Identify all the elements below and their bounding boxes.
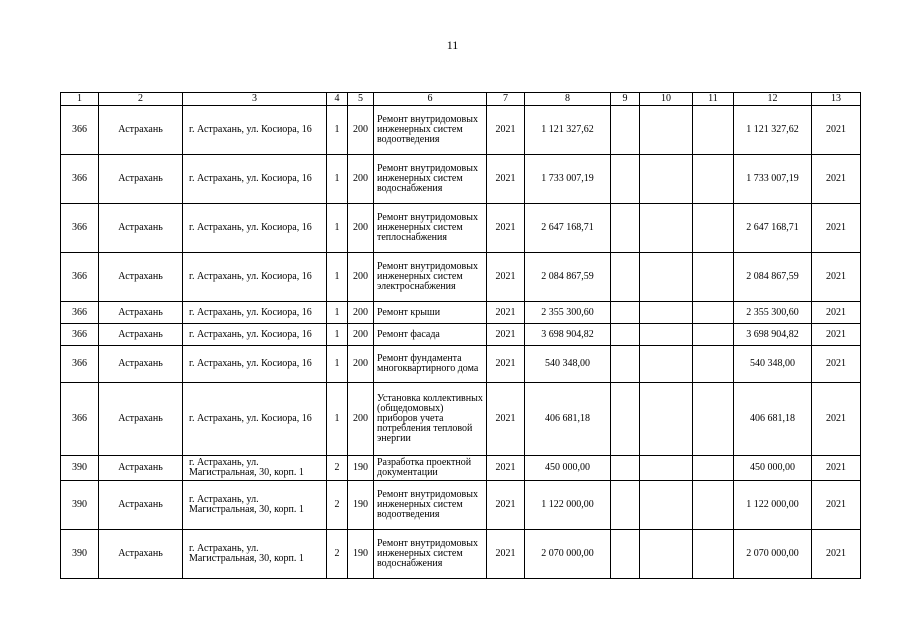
total-cost-cell: 540 348,00 [734, 346, 812, 383]
address-cell: г. Астрахань, ул. Косиора, 16 [183, 324, 327, 346]
col11-cell [693, 106, 734, 155]
works-table [60, 92, 861, 579]
total-cost-cell: 406 681,18 [734, 383, 812, 456]
completion-year-cell: 2021 [812, 155, 861, 204]
col9-cell [611, 530, 640, 579]
address-cell: г. Астрахань, ул. Косиора, 16 [183, 106, 327, 155]
col5-cell: 200 [348, 383, 374, 456]
year-cell: 2021 [487, 324, 525, 346]
column-header: 13 [812, 93, 861, 106]
total-cost-cell: 450 000,00 [734, 456, 812, 481]
col11-cell [693, 324, 734, 346]
col10-cell [640, 324, 693, 346]
col9-cell [611, 302, 640, 324]
col11-cell [693, 530, 734, 579]
row-number-cell: 366 [61, 324, 99, 346]
row-number-cell: 390 [61, 530, 99, 579]
cost-cell: 1 122 000,00 [525, 481, 611, 530]
col9-cell [611, 253, 640, 302]
col4-cell: 1 [327, 383, 348, 456]
completion-year-cell: 2021 [812, 106, 861, 155]
col9-cell [611, 204, 640, 253]
table-row [61, 530, 861, 579]
cost-cell: 2 647 168,71 [525, 204, 611, 253]
col5-cell: 200 [348, 346, 374, 383]
column-header: 6 [374, 93, 487, 106]
work-type-cell: Ремонт внутридомовых инженерных систем водоотведения [374, 481, 487, 530]
total-cost-cell: 3 698 904,82 [734, 324, 812, 346]
col4-cell: 1 [327, 106, 348, 155]
completion-year-cell: 2021 [812, 456, 861, 481]
total-cost-cell: 2 070 000,00 [734, 530, 812, 579]
col9-cell [611, 481, 640, 530]
page-number: 11 [446, 38, 459, 52]
address-cell: г. Астрахань, ул. Магистральная, 30, корп. 1 [183, 481, 327, 530]
column-header: 8 [525, 93, 611, 106]
table-row [61, 456, 861, 481]
year-cell: 2021 [487, 530, 525, 579]
municipality-cell: Астрахань [99, 204, 183, 253]
column-header: 5 [348, 93, 374, 106]
address-cell: г. Астрахань, ул. Магистральная, 30, корп. 1 [183, 456, 327, 481]
col10-cell [640, 346, 693, 383]
table-row [61, 204, 861, 253]
col10-cell [640, 383, 693, 456]
col11-cell [693, 383, 734, 456]
municipality-cell: Астрахань [99, 383, 183, 456]
row-number-cell: 390 [61, 481, 99, 530]
cost-cell: 1 121 327,62 [525, 106, 611, 155]
table-row [61, 155, 861, 204]
col5-cell: 200 [348, 204, 374, 253]
work-type-cell: Ремонт внутридомовых инженерных систем электроснабжения [374, 253, 487, 302]
row-number-cell: 366 [61, 346, 99, 383]
col5-cell: 200 [348, 155, 374, 204]
total-cost-cell: 2 647 168,71 [734, 204, 812, 253]
table-row [61, 302, 861, 324]
col9-cell [611, 155, 640, 204]
row-number-cell: 366 [61, 155, 99, 204]
col11-cell [693, 155, 734, 204]
row-number-cell: 366 [61, 106, 99, 155]
col4-cell: 1 [327, 324, 348, 346]
municipality-cell: Астрахань [99, 155, 183, 204]
cost-cell: 2 084 867,59 [525, 253, 611, 302]
year-cell: 2021 [487, 456, 525, 481]
row-number-cell: 366 [61, 302, 99, 324]
col11-cell [693, 346, 734, 383]
cost-cell: 450 000,00 [525, 456, 611, 481]
year-cell: 2021 [487, 155, 525, 204]
table-row [61, 253, 861, 302]
work-type-cell: Ремонт крыши [374, 302, 487, 324]
col5-cell: 190 [348, 530, 374, 579]
column-header: 3 [183, 93, 327, 106]
col9-cell [611, 106, 640, 155]
col9-cell [611, 383, 640, 456]
total-cost-cell: 1 121 327,62 [734, 106, 812, 155]
col4-cell: 2 [327, 456, 348, 481]
municipality-cell: Астрахань [99, 346, 183, 383]
col4-cell: 1 [327, 155, 348, 204]
col5-cell: 200 [348, 106, 374, 155]
address-cell: г. Астрахань, ул. Косиора, 16 [183, 253, 327, 302]
completion-year-cell: 2021 [812, 302, 861, 324]
column-header: 10 [640, 93, 693, 106]
year-cell: 2021 [487, 106, 525, 155]
work-type-cell: Разработка проектной документации [374, 456, 487, 481]
address-cell: г. Астрахань, ул. Косиора, 16 [183, 302, 327, 324]
municipality-cell: Астрахань [99, 324, 183, 346]
col10-cell [640, 155, 693, 204]
col11-cell [693, 481, 734, 530]
col10-cell [640, 481, 693, 530]
work-type-cell: Ремонт фасада [374, 324, 487, 346]
cost-cell: 2 355 300,60 [525, 302, 611, 324]
completion-year-cell: 2021 [812, 204, 861, 253]
column-header: 4 [327, 93, 348, 106]
cost-cell: 2 070 000,00 [525, 530, 611, 579]
total-cost-cell: 2 084 867,59 [734, 253, 812, 302]
col9-cell [611, 346, 640, 383]
row-number-cell: 366 [61, 253, 99, 302]
municipality-cell: Астрахань [99, 456, 183, 481]
col4-cell: 1 [327, 302, 348, 324]
completion-year-cell: 2021 [812, 530, 861, 579]
year-cell: 2021 [487, 253, 525, 302]
year-cell: 2021 [487, 383, 525, 456]
completion-year-cell: 2021 [812, 324, 861, 346]
cost-cell: 406 681,18 [525, 383, 611, 456]
year-cell: 2021 [487, 204, 525, 253]
municipality-cell: Астрахань [99, 530, 183, 579]
municipality-cell: Астрахань [99, 106, 183, 155]
col11-cell [693, 302, 734, 324]
col9-cell [611, 456, 640, 481]
municipality-cell: Астрахань [99, 302, 183, 324]
address-cell: г. Астрахань, ул. Косиора, 16 [183, 155, 327, 204]
address-cell: г. Астрахань, ул. Косиора, 16 [183, 383, 327, 456]
col10-cell [640, 253, 693, 302]
col11-cell [693, 204, 734, 253]
work-type-cell: Ремонт внутридомовых инженерных систем водоснабжения [374, 155, 487, 204]
col5-cell: 200 [348, 324, 374, 346]
col9-cell [611, 324, 640, 346]
table-row [61, 346, 861, 383]
column-header: 2 [99, 93, 183, 106]
column-header: 9 [611, 93, 640, 106]
table-row [61, 324, 861, 346]
column-header: 7 [487, 93, 525, 106]
work-type-cell: Ремонт внутридомовых инженерных систем водоснабжения [374, 530, 487, 579]
col10-cell [640, 530, 693, 579]
table-row [61, 383, 861, 456]
work-type-cell: Ремонт внутридомовых инженерных систем водоотведения [374, 106, 487, 155]
column-header: 11 [693, 93, 734, 106]
table-row [61, 106, 861, 155]
cost-cell: 3 698 904,82 [525, 324, 611, 346]
address-cell: г. Астрахань, ул. Косиора, 16 [183, 204, 327, 253]
column-header: 1 [61, 93, 99, 106]
completion-year-cell: 2021 [812, 481, 861, 530]
work-type-cell: Ремонт фундамента многоквартирного дома [374, 346, 487, 383]
total-cost-cell: 1 733 007,19 [734, 155, 812, 204]
row-number-cell: 390 [61, 456, 99, 481]
col5-cell: 200 [348, 253, 374, 302]
year-cell: 2021 [487, 346, 525, 383]
cost-cell: 1 733 007,19 [525, 155, 611, 204]
completion-year-cell: 2021 [812, 253, 861, 302]
col4-cell: 2 [327, 481, 348, 530]
table-row [61, 481, 861, 530]
total-cost-cell: 2 355 300,60 [734, 302, 812, 324]
col4-cell: 1 [327, 253, 348, 302]
col10-cell [640, 204, 693, 253]
municipality-cell: Астрахань [99, 253, 183, 302]
address-cell: г. Астрахань, ул. Магистральная, 30, корп. 1 [183, 530, 327, 579]
municipality-cell: Астрахань [99, 481, 183, 530]
col5-cell: 200 [348, 302, 374, 324]
cost-cell: 540 348,00 [525, 346, 611, 383]
year-cell: 2021 [487, 302, 525, 324]
year-cell: 2021 [487, 481, 525, 530]
total-cost-cell: 1 122 000,00 [734, 481, 812, 530]
column-number-row [61, 93, 861, 106]
completion-year-cell: 2021 [812, 346, 861, 383]
col4-cell: 2 [327, 530, 348, 579]
col4-cell: 1 [327, 346, 348, 383]
col10-cell [640, 302, 693, 324]
address-cell: г. Астрахань, ул. Косиора, 16 [183, 346, 327, 383]
col10-cell [640, 106, 693, 155]
table-body [61, 106, 861, 579]
work-type-cell: Установка коллективных (общедомовых) приборов учета потребления тепловой энергии [374, 383, 487, 456]
col11-cell [693, 456, 734, 481]
col5-cell: 190 [348, 456, 374, 481]
row-number-cell: 366 [61, 383, 99, 456]
row-number-cell: 366 [61, 204, 99, 253]
completion-year-cell: 2021 [812, 383, 861, 456]
col11-cell [693, 253, 734, 302]
col5-cell: 190 [348, 481, 374, 530]
col4-cell: 1 [327, 204, 348, 253]
col10-cell [640, 456, 693, 481]
work-type-cell: Ремонт внутридомовых инженерных систем теплоснабжения [374, 204, 487, 253]
column-header: 12 [734, 93, 812, 106]
